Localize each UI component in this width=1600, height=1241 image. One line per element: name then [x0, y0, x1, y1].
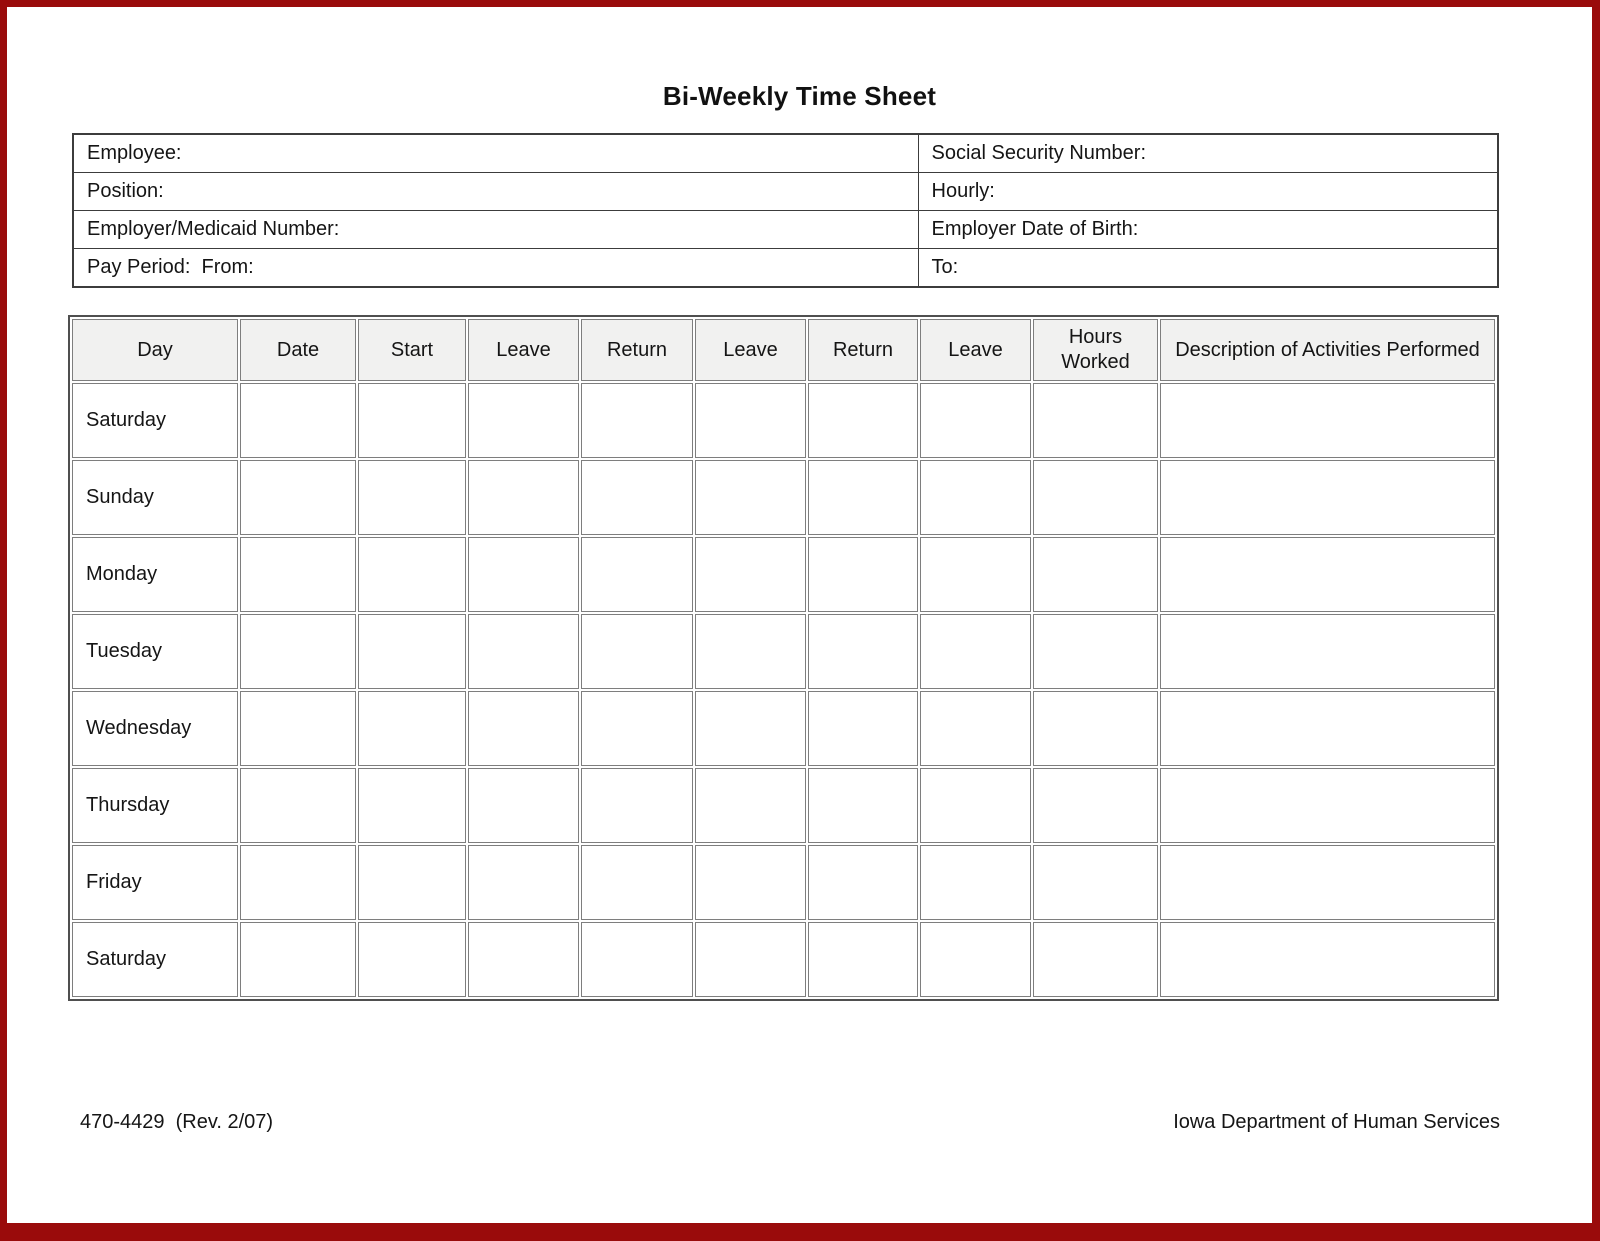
day-cell-friday: Friday — [72, 845, 238, 920]
day-cell-sunday: Sunday — [72, 460, 238, 535]
entry-cell — [695, 845, 806, 920]
employer-date-of-birth-label: Employer Date of Birth: — [918, 211, 1498, 249]
column-header-return-1: Return — [581, 319, 693, 381]
entry-cell — [358, 768, 466, 843]
entry-cell — [1033, 922, 1158, 997]
entry-cell — [581, 614, 693, 689]
entry-cell — [1160, 460, 1495, 535]
entry-cell — [240, 460, 356, 535]
entry-cell — [240, 845, 356, 920]
form-number: 470-4429 (Rev. 2/07) — [80, 1111, 274, 1133]
entry-cell — [920, 768, 1031, 843]
entry-cell — [581, 460, 693, 535]
entry-cell — [1033, 537, 1158, 612]
entry-cell — [1033, 460, 1158, 535]
entry-cell — [468, 922, 579, 997]
entry-cell — [581, 922, 693, 997]
entry-cell — [240, 768, 356, 843]
entry-cell — [240, 614, 356, 689]
entry-cell — [1033, 691, 1158, 766]
entry-cell — [1033, 768, 1158, 843]
entry-cell — [581, 691, 693, 766]
entry-cell — [695, 922, 806, 997]
table-row — [72, 768, 1495, 843]
table-row — [72, 383, 1495, 458]
entry-cell — [468, 691, 579, 766]
column-header-start: Start — [358, 319, 466, 381]
entry-cell — [358, 460, 466, 535]
day-cell-tuesday: Tuesday — [72, 614, 238, 689]
info-row — [73, 249, 1498, 288]
entry-cell — [920, 614, 1031, 689]
entry-cell — [1033, 614, 1158, 689]
table-row — [72, 845, 1495, 920]
table-row — [72, 537, 1495, 612]
entry-cell — [808, 845, 918, 920]
table-row — [72, 460, 1495, 535]
day-cell-monday: Monday — [72, 537, 238, 612]
entry-cell — [1160, 768, 1495, 843]
position-label: Position: — [73, 173, 918, 211]
entry-cell — [358, 614, 466, 689]
column-header-leave-3: Leave — [920, 319, 1031, 381]
form-title: Bi-Weekly Time Sheet — [662, 81, 937, 111]
entry-cell — [808, 383, 918, 458]
entry-cell — [240, 691, 356, 766]
column-header-leave-1: Leave — [468, 319, 579, 381]
column-header-day: Day — [72, 319, 238, 381]
column-header-date: Date — [240, 319, 356, 381]
employee-label: Employee: — [73, 134, 918, 173]
entry-cell — [1033, 383, 1158, 458]
entry-cell — [581, 845, 693, 920]
entry-cell — [581, 768, 693, 843]
entry-cell — [920, 845, 1031, 920]
table-row — [72, 691, 1495, 766]
entry-cell — [1160, 383, 1495, 458]
column-header-return-2: Return — [808, 319, 918, 381]
day-cell-wednesday: Wednesday — [72, 691, 238, 766]
column-header-leave-2: Leave — [695, 319, 806, 381]
entry-cell — [1160, 614, 1495, 689]
table-row — [72, 614, 1495, 689]
entry-cell — [920, 922, 1031, 997]
entry-cell — [240, 537, 356, 612]
entry-cell — [468, 614, 579, 689]
entry-cell — [920, 691, 1031, 766]
column-header-hours-worked: Hours Worked — [1033, 319, 1158, 381]
column-header-description: Description of Activities Performed — [1160, 319, 1495, 381]
entry-cell — [240, 922, 356, 997]
entry-cell — [581, 537, 693, 612]
entry-cell — [468, 768, 579, 843]
info-row — [73, 173, 1498, 211]
entry-cell — [358, 537, 466, 612]
pay-period-to-label: To: — [918, 249, 1498, 288]
timesheet-table — [68, 315, 1499, 1001]
entry-cell — [808, 537, 918, 612]
entry-cell — [468, 537, 579, 612]
employer-medicaid-number-label: Employer/Medicaid Number: — [73, 211, 918, 249]
entry-cell — [920, 460, 1031, 535]
info-row — [73, 211, 1498, 249]
entry-cell — [358, 845, 466, 920]
pay-period-from-label: Pay Period: From: — [73, 249, 918, 288]
info-row — [73, 134, 1498, 173]
entry-cell — [808, 768, 918, 843]
entry-cell — [468, 460, 579, 535]
entry-cell — [358, 383, 466, 458]
entry-cell — [808, 614, 918, 689]
entry-cell — [1160, 537, 1495, 612]
entry-cell — [920, 537, 1031, 612]
entry-cell — [695, 614, 806, 689]
entry-cell — [695, 383, 806, 458]
entry-cell — [358, 691, 466, 766]
agency-name: Iowa Department of Human Services — [1173, 1111, 1500, 1133]
entry-cell — [808, 460, 918, 535]
entry-cell — [1033, 845, 1158, 920]
entry-cell — [240, 383, 356, 458]
table-row — [72, 922, 1495, 997]
entry-cell — [808, 922, 918, 997]
employee-info-table — [72, 133, 1499, 288]
day-cell-saturday-2: Saturday — [72, 922, 238, 997]
entry-cell — [695, 460, 806, 535]
entry-cell — [1160, 691, 1495, 766]
entry-cell — [1160, 922, 1495, 997]
entry-cell — [468, 383, 579, 458]
entry-cell — [468, 845, 579, 920]
day-cell-saturday-1: Saturday — [72, 383, 238, 458]
entry-cell — [581, 383, 693, 458]
entry-cell — [695, 691, 806, 766]
entry-cell — [808, 691, 918, 766]
ssn-label: Social Security Number: — [918, 134, 1498, 173]
day-cell-thursday: Thursday — [72, 768, 238, 843]
hourly-label: Hourly: — [918, 173, 1498, 211]
entry-cell — [695, 768, 806, 843]
entry-cell — [358, 922, 466, 997]
header-row — [72, 319, 1495, 381]
entry-cell — [1160, 845, 1495, 920]
entry-cell — [920, 383, 1031, 458]
entry-cell — [695, 537, 806, 612]
